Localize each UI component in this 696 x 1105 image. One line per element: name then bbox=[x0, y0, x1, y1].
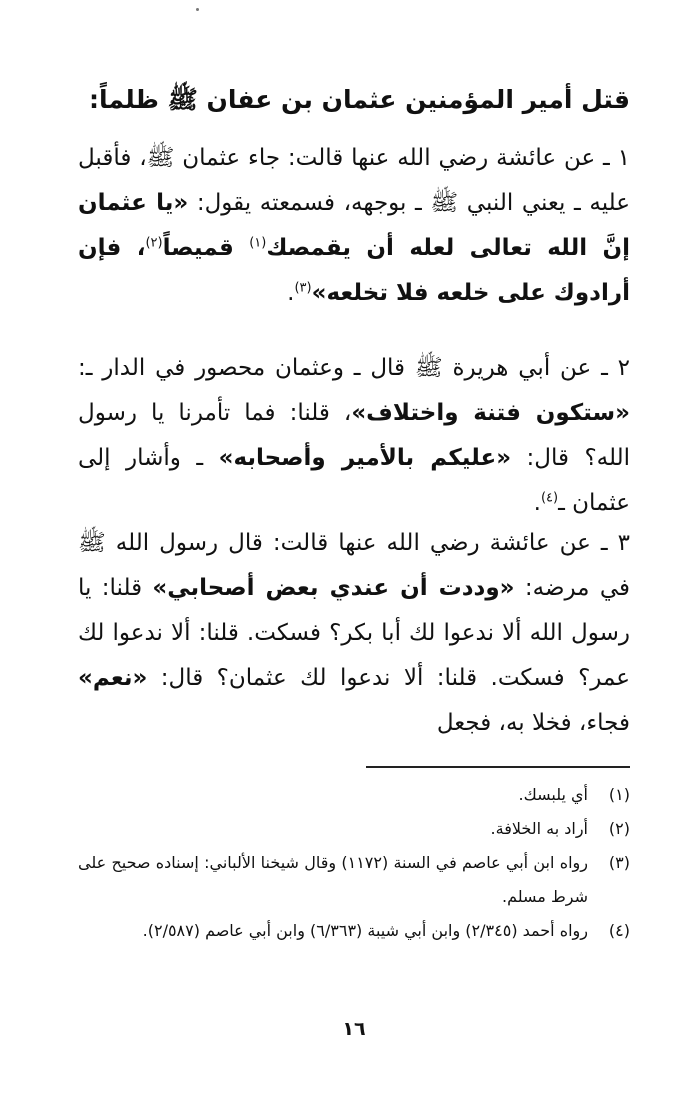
paragraph-text: ١ ـ عن عائشة رضي الله عنها قالت: جاء عثمان ﷺ، فأقبل عليه ـ يعني النبي ﷺ ـ بوجهه، فسمعته يقول: bbox=[78, 145, 630, 216]
footnote-ref: (٢) bbox=[145, 235, 163, 251]
footnote-number: (٤) bbox=[608, 921, 630, 940]
hadith-paragraph-3 bbox=[78, 521, 630, 746]
footnote-ref: (٤) bbox=[540, 490, 559, 506]
footnote-item bbox=[78, 778, 630, 812]
footnote-ref: (٣) bbox=[294, 280, 312, 296]
paragraph-text: ، قلنا: فما تأمرنا يا رسول الله؟ قال: bbox=[78, 400, 631, 471]
footnote-text: أي يلبسك. bbox=[518, 785, 588, 804]
footnote-item bbox=[78, 812, 630, 846]
footnote-item bbox=[78, 914, 630, 948]
paragraph-text: ـ وأشار إلى عثمان ـ bbox=[78, 445, 630, 516]
paragraph-text: فجاء، فخلا به، فجعل bbox=[436, 710, 630, 736]
section-heading: قتل أمير المؤمنين عثمان بن عفان ﷺ ظلماً: bbox=[89, 85, 630, 114]
hadith-paragraph-1 bbox=[78, 136, 630, 316]
hadith-quote: «عليكم بالأمير وأصحابه» bbox=[218, 445, 512, 471]
hadith-paragraph-2 bbox=[78, 346, 630, 526]
footnote-number: (٢) bbox=[608, 819, 630, 838]
footnote-text: رواه أحمد (٢/٣٤٥) وابن أبي شيبة (٦/٣٦٣) وابن أبي عاصم (٢/٥٨٧). bbox=[142, 921, 588, 940]
paragraph-text: . bbox=[287, 280, 295, 306]
hadith-quote: «يا عثمان إنَّ الله تعالى لعله أن يقمصك bbox=[78, 190, 630, 261]
paragraph-text: ٣ ـ عن عائشة رضي الله عنها قالت: قال رسول الله ﷺ في مرضه: bbox=[78, 530, 630, 601]
footnote-ref: (١) bbox=[249, 235, 267, 251]
paragraph-text: ٢ ـ عن أبي هريرة ﷺ قال ـ وعثمان محصور في الدار ـ: bbox=[78, 355, 630, 381]
page-number: ١٦ bbox=[342, 1018, 366, 1040]
paragraph-text: . bbox=[533, 490, 541, 516]
hadith-quote: «وددت أن عندي بعض أصحابي» bbox=[152, 575, 515, 601]
footnote-number: (١) bbox=[608, 785, 630, 804]
hadith-quote: «نعم» bbox=[78, 665, 148, 691]
print-speck bbox=[196, 8, 199, 11]
footnote-text: رواه ابن أبي عاصم في السنة (١١٧٢) وقال شيخنا الألباني: إسناده صحيح على شرط مسلم. bbox=[78, 853, 588, 906]
paragraph-text: قلنا: يا رسول الله ألا ندعوا لك أبا بكر؟ فسكت. قلنا: ألا ندعوا لك عمر؟ فسكت. قلنا: ألا ندعوا لك عثمان؟ قال: bbox=[78, 575, 630, 691]
footnote-number: (٣) bbox=[608, 853, 630, 872]
footnotes-list bbox=[78, 778, 630, 948]
footnote-separator bbox=[366, 766, 630, 768]
hadith-quote: «ستكون فتنة واختلاف» bbox=[351, 400, 630, 426]
footnote-item bbox=[78, 846, 630, 914]
book-page bbox=[78, 0, 630, 1105]
footnote-text: أراد به الخلافة. bbox=[490, 819, 588, 838]
hadith-quote: قميصاً bbox=[162, 235, 250, 261]
hadith-quote: ، فإن أرادوك على خلعه فلا تخلعه» bbox=[78, 235, 630, 306]
